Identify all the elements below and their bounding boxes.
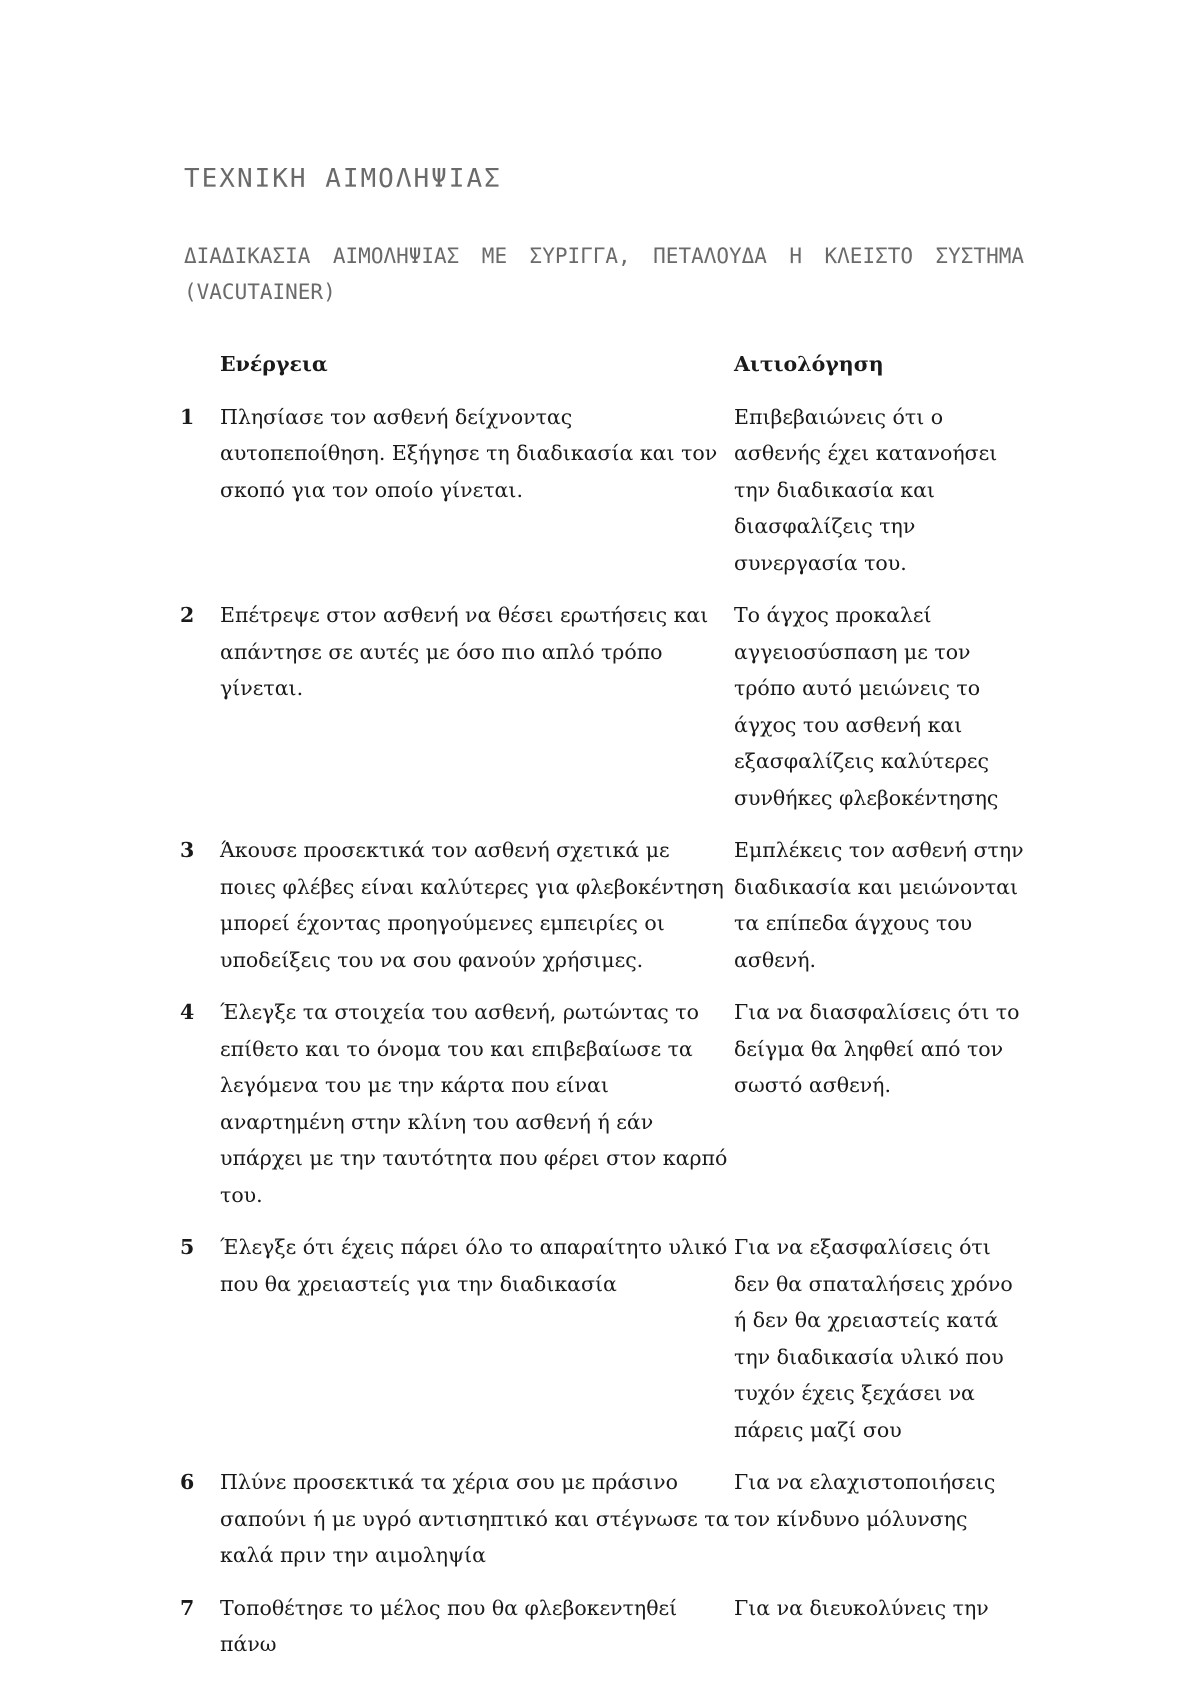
step-number: 4: [180, 1000, 195, 1024]
table-row: [180, 994, 1026, 1229]
step-number: 6: [180, 1470, 195, 1494]
step-action: Έλεγξε τα στοιχεία του ασθενή, ρωτώντας το επίθετο και το όνομα του και επιβεβαίωσε τα λεγόμενα του με την κάρτα που είναι αναρτημένη στην κλίνη του ασθενή ή εάν υπάρχει με την ταυτότητα που φέρει στον καρπό του.: [220, 1000, 728, 1207]
step-reason: Εμπλέκεις τον ασθενή στην διαδικασία και μειώνονται τα επίπεδα άγχους του ασθενή.: [734, 838, 1024, 972]
step-action: Πλύνε προσεκτικά τα χέρια σου με πράσινο σαπούνι ή με υγρό αντισηπτικό και στέγνωσε τα καλά πριν την αιμοληψία: [220, 1470, 730, 1567]
table-row: [180, 1590, 1026, 1679]
header-number-cell: [180, 346, 220, 399]
step-action: Άκουσε προσεκτικά τον ασθενή σχετικά με ποιες φλέβες είναι καλύτερες για φλεβοκέντηση μπορεί έχοντας προηγούμενες εμπειρίες οι υποδείξεις του να σου φανούν χρήσιμες.: [220, 838, 724, 972]
step-action: Έλεγξε ότι έχεις πάρει όλο το απαραίτητο υλικό που θα χρειαστείς για την διαδικασία: [220, 1235, 728, 1296]
step-reason: Για να ελαχιστοποιήσεις τον κίνδυνο μόλυνσης: [734, 1470, 996, 1531]
procedure-table: [180, 346, 1026, 1679]
step-number: 3: [180, 838, 195, 862]
step-reason: Επιβεβαιώνεις ότι ο ασθενής έχει κατανοήσει την διαδικασία και διασφαλίζεις την συνεργασία του.: [734, 404, 998, 575]
step-reason: Για να εξασφαλίσεις ότι δεν θα σπαταλήσεις χρόνο ή δεν θα χρειαστείς κατά την διαδικασία υλικό που τυχόν έχεις ξεχάσει να πάρεις μαζί σου: [734, 1235, 1013, 1442]
step-number: 2: [180, 603, 195, 627]
step-reason: Για να διασφαλίσεις ότι το δείγμα θα ληφθεί από τον σωστό ασθενή.: [734, 1000, 1020, 1097]
table-row: [180, 1229, 1026, 1464]
table-row: [180, 597, 1026, 832]
header-reason: Αιτιολόγηση: [734, 352, 884, 376]
header-action: Ενέργεια: [220, 352, 328, 376]
step-action: Πλησίασε τον ασθενή δείχνοντας αυτοπεποίθηση. Εξήγησε τη διαδικασία και τον σκοπό για τον οποίο γίνεται.: [220, 404, 718, 502]
table-row: [180, 1464, 1026, 1590]
step-number: 1: [180, 404, 195, 429]
step-number: 7: [180, 1595, 195, 1620]
document-title: ΤΕΧΝΙΚΗ ΑΙΜΟΛΗΨΙΑΣ: [184, 164, 502, 194]
step-number: 5: [180, 1235, 195, 1259]
step-action: Επέτρεψε στον ασθενή να θέσει ερωτήσεις και απάντησε σε αυτές με όσο πιο απλό τρόπο γίνεται.: [220, 603, 709, 700]
table-row: [180, 399, 1026, 598]
step-action: Τοποθέτησε το μέλος που θα φλεβοκεντηθεί πάνω: [220, 1595, 678, 1656]
table-row: [180, 832, 1026, 994]
table-header-row: [180, 346, 1026, 399]
document-subtitle: ΔΙΑΔΙΚΑΣΙΑ ΑΙΜΟΛΗΨΙΑΣ ΜΕ ΣΥΡΙΓΓΑ, ΠΕΤΑΛΟΥΔΑ Η ΚΛΕΙΣΤΟ ΣΥΣΤΗΜΑ (VACUTAINER): [184, 244, 1024, 304]
step-reason: Το άγχος προκαλεί αγγειοσύσπαση με τον τρόπο αυτό μειώνεις το άγχος του ασθενή και εξασφαλίζεις καλύτερες συνθήκες φλεβοκέντησης: [734, 603, 999, 810]
step-reason: Για να διευκολύνεις την: [734, 1595, 989, 1620]
